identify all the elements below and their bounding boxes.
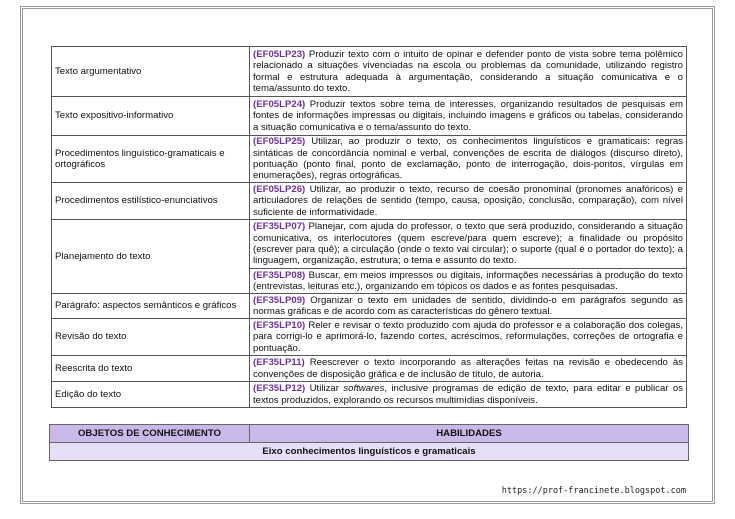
column-header-row xyxy=(50,425,689,443)
skill-cell xyxy=(250,183,687,220)
skill-text: Organizar o texto em unidades de sentido, dividindo-o em parágrafos segundo as normas gráficas e de acordo com as características do gênero textual. xyxy=(253,294,683,317)
table-row xyxy=(52,47,687,97)
axis-label: Eixo conhecimentos linguísticos e gramaticais xyxy=(50,443,689,461)
topic-cell: Parágrafo: aspectos semânticos e gráficos xyxy=(52,294,250,319)
skills-table xyxy=(51,46,687,408)
topic-cell: Revisão do texto xyxy=(52,319,250,356)
skill-cell xyxy=(250,319,687,356)
skill-code: (EF05LP25) xyxy=(253,136,306,148)
objetos-header: OBJETOS DE CONHECIMENTO xyxy=(50,425,250,443)
topic-cell: Reescrita do texto xyxy=(52,356,250,382)
site-url: https://prof-francinete.blogspot.com xyxy=(501,486,686,496)
topic-cell: Procedimentos linguístico-gramaticais e ortográficos xyxy=(52,136,250,183)
topic-cell: Procedimentos estilístico-enunciativos xyxy=(52,183,250,220)
skill-cell xyxy=(250,294,687,319)
topic-cell: Texto expositivo-informativo xyxy=(52,97,250,136)
skill-code: (EF35LP10) xyxy=(253,319,306,331)
skill-code: (EF35LP07) xyxy=(253,221,306,233)
skill-text: Produzir textos sobre tema de interesses, organizando resultados de pesquisas em fontes de informações impressas ou digitais, incluindo imagens e gráficos ou tabelas, considerando a situação comunicativa e o tema/assunto do texto. xyxy=(253,98,683,133)
skill-cell xyxy=(250,220,687,269)
skill-code: (EF05LP23) xyxy=(253,48,306,60)
skill-text-after: , inclusive programas de edição de texto, para editar e publicar os textos produzidos, explorando os recursos multimídias disponíveis. xyxy=(253,383,683,406)
topic-cell: Texto argumentativo xyxy=(52,47,250,97)
skill-text: Planejar, com ajuda do professor, o texto que será produzido, considerando a situação comunicativa, os interlocutores (quem escreve/para quem escreve); a finalidade ou propósito (escrever para quê); a circulação (onde o texto vai circular); o suporte (qual é o portador do texto); a linguagem, organização, estrutura; o tema e assunto do texto. xyxy=(253,221,683,267)
table-row xyxy=(52,97,687,136)
skill-cell xyxy=(250,97,687,136)
habilidades-header: HABILIDADES xyxy=(250,425,689,443)
skill-cell xyxy=(250,356,687,382)
skill-code: (EF35LP12) xyxy=(253,383,306,395)
skill-text: Utilizar, ao produzir o texto, recurso de coesão pronominal (pronomes anafóricos) e articuladores de relações de sentido (tempo, causa, oposição, conclusão, comparação), com nível suficiente de informatividade. xyxy=(253,183,683,218)
topic-cell: Edição do texto xyxy=(52,382,250,408)
table-row xyxy=(52,319,687,356)
skill-text: Produzir texto com o intuito de opinar e defender ponto de vista sobre tema polêmico relacionado a situações vivenciadas na escola ou problemas da comunidade, utilizando registro formal e estrutura adequada à argumentação, considerando a situação comunicativa e o tema/assunto do texto. xyxy=(253,48,683,94)
skill-text-before: Utilizar xyxy=(305,383,344,395)
table-row xyxy=(52,294,687,319)
axis-row xyxy=(50,443,689,461)
skill-cell xyxy=(250,269,687,294)
table-row xyxy=(52,220,687,269)
skill-text-italic: softwares xyxy=(343,383,385,395)
skill-cell xyxy=(250,136,687,183)
skill-code: (EF35LP11) xyxy=(253,357,305,369)
skill-code: (EF35LP08) xyxy=(253,269,306,281)
topic-cell: Planejamento do texto xyxy=(52,220,250,294)
table-row xyxy=(52,183,687,220)
skill-code: (EF35LP09) xyxy=(253,294,306,306)
skill-cell xyxy=(250,382,687,408)
table-row xyxy=(52,382,687,408)
skill-text: Utilizar, ao produzir o texto, os conhecimentos linguísticos e gramaticais: regras sintáticas de concordância nominal e verbal, convenções de escrita de diálogos (discurso direto), pontuação (ponto final, ponto de exclamação, ponto de interrogação, dois-pontos, vírgulas em enumerações), regras ortográficas. xyxy=(253,136,683,182)
skill-text: Buscar, em meios impressos ou digitais, informações necessárias à produção do texto (entrevistas, leituras etc.), organizando em tópicos os dados e as fontes pesquisadas. xyxy=(253,269,683,292)
skill-cell xyxy=(250,47,687,97)
table-row xyxy=(52,356,687,382)
skill-text: Reler e revisar o texto produzido com ajuda do professor e a colaboração dos colegas, para corrigi-lo e aprimorá-lo, fazendo cortes, acréscimos, reformulações, correções de ortografia e pontuação. xyxy=(253,319,683,354)
skill-code: (EF05LP26) xyxy=(253,183,306,195)
skill-code: (EF05LP24) xyxy=(253,98,306,110)
header-table xyxy=(49,424,689,461)
skill-text: Reescrever o texto incorporando as alterações feitas na revisão e obedecendo às convenções de disposição gráfica e de inclusão de título, de autoria. xyxy=(253,357,683,380)
table-row xyxy=(52,136,687,183)
